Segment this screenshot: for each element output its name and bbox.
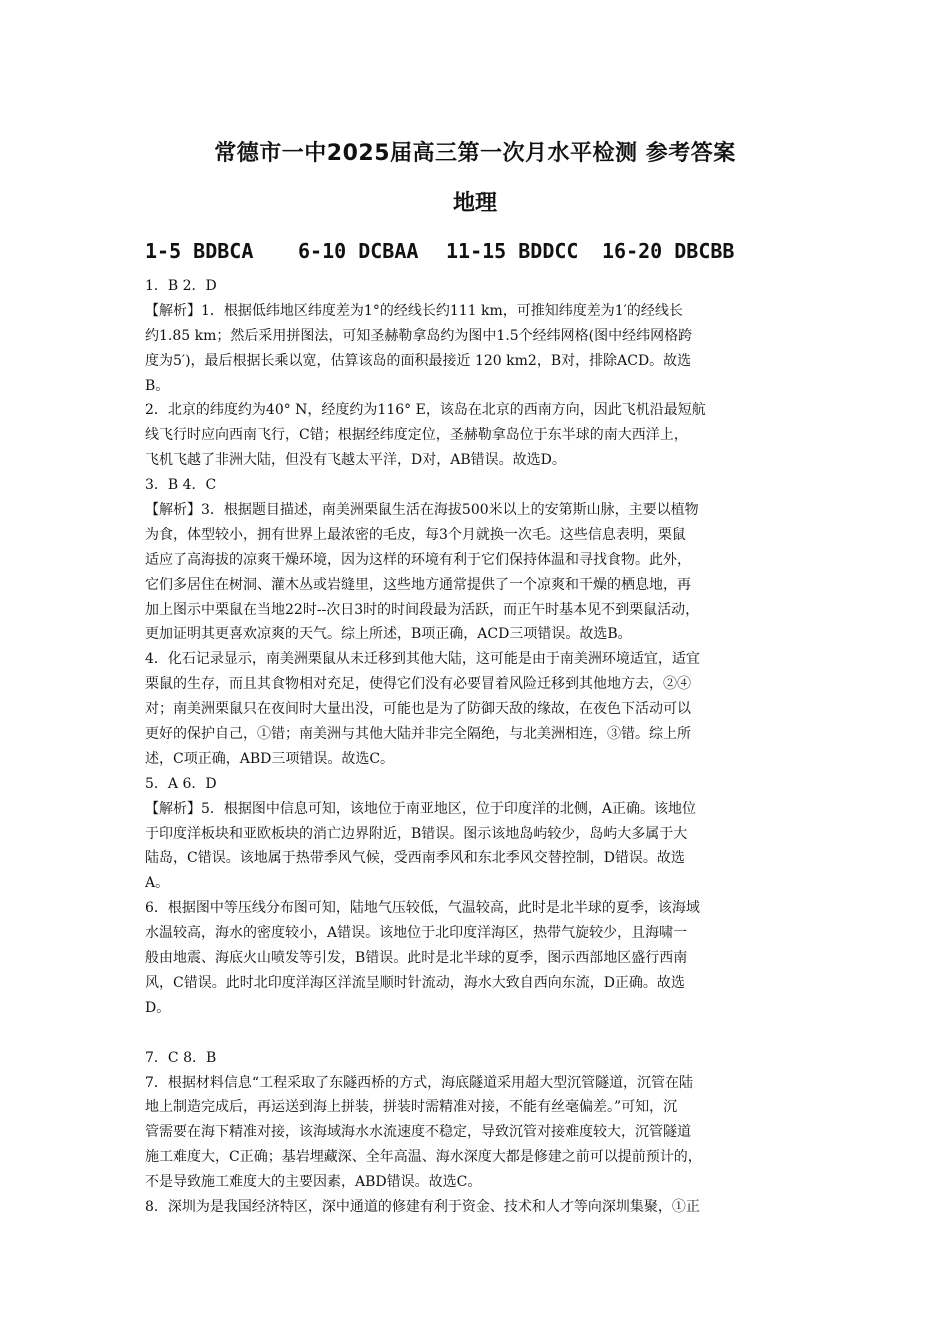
answer-explanations xyxy=(145,274,815,1220)
analysis-line: 述，C项正确，ABD三项错误。故选C。 xyxy=(145,750,395,767)
analysis-line: 【解析】5．根据图中信息可知，该地位于南亚地区，位于印度洋的北侧，A正确。该地位 xyxy=(145,800,697,817)
analysis-line: 为食，体型较小，拥有世界上最浓密的毛皮，每3个月就换一次毛。这些信息表明，栗鼠 xyxy=(145,526,686,543)
answer-line: 5．A 6．D xyxy=(145,775,217,792)
analysis-line: 地上制造完成后，再运送到海上拼装，拼装时需精准对接，不能有丝毫偏差。”可知，沉 xyxy=(145,1099,678,1116)
answer-key-group: 11-15 BDDCC xyxy=(446,239,579,263)
analysis-line: 2．北京的纬度约为40° N，经度约为116° E，该岛在北京的西南方向，因此飞机沿最短航 xyxy=(145,402,706,419)
analysis-line: 7．根据材料信息“工程采取了东隧西桥的方式，海底隧道采用超大型沉管隧道，沉管在陆 xyxy=(145,1074,694,1091)
answer-key-group: 16-20 DBCBB xyxy=(602,239,735,263)
analysis-line: 适应了高海拔的凉爽干燥环境，因为这样的环境有利于它们保持体温和寻找食物。此外， xyxy=(145,551,691,568)
analysis-line: 管需要在海下精准对接，该海域海水水流速度不稳定，导致沉管对接难度较大，沉管隧道 xyxy=(145,1124,691,1141)
analysis-line: 约1.85 km；然后采用拼图法，可知圣赫勒拿岛约为图中1.5个经纬网格(图中经纬网格跨 xyxy=(145,327,693,344)
analysis-line: 施工难度大，C正确；基岩埋藏深、全年高温、海水深度大都是修建之前可以提前预计的， xyxy=(145,1149,702,1166)
analysis-line: 对；南美洲栗鼠只在夜间时大量出没，可能也是为了防御天敌的缘故，在夜色下活动可以 xyxy=(145,701,691,718)
analysis-line: 栗鼠的生存，而且其食物相对充足，使得它们没有必要冒着风险迁移到其他地方去，②④ xyxy=(145,676,691,693)
answer-line: 7．C 8．B xyxy=(145,1049,217,1066)
analysis-line: D。 xyxy=(145,999,171,1016)
analysis-line: 线飞行时应向西南飞行，C错；根据经纬度定位，圣赫勒拿岛位于东半球的南大西洋上， xyxy=(145,427,688,444)
analysis-line: 8．深圳为是我国经济特区，深中通道的修建有利于资金、技术和人才等向深圳集聚，①正 xyxy=(145,1198,700,1215)
analysis-line: 水温较高，海水的密度较小，A错误。该地位于北印度洋海区，热带气旋较少，且海啸一 xyxy=(145,925,688,942)
analysis-line: A。 xyxy=(145,875,170,892)
analysis-line: 不是导致施工难度大的主要因素，ABD错误。故选C。 xyxy=(145,1174,482,1191)
answer-line: 1．B 2．D xyxy=(145,278,217,294)
analysis-line: 加上图示中栗鼠在当地22时--次日3时的时间段最为活跃，而正午时基本见不到栗鼠活动， xyxy=(145,601,700,618)
answer-key-group: 1-5 BDBCA xyxy=(145,239,254,263)
analysis-line: 飞机飞越了非洲大陆，但没有飞越太平洋，D对，AB错误。故选D。 xyxy=(145,452,566,469)
analysis-line: 4．化石记录显示，南美洲栗鼠从未迁移到其他大陆，这可能是由于南美洲环境适宜，适宜 xyxy=(145,651,700,668)
analysis-line: 陆岛，C错误。该地属于热带季风气候，受西南季风和东北季风交替控制，D错误。故选 xyxy=(145,850,685,867)
analysis-line: 风，C错误。此时北印度洋海区洋流呈顺时针流动，海水大致自西向东流，D正确。故选 xyxy=(145,974,685,991)
page-title: 常德市一中2025届高三第一次月水平检测 参考答案 xyxy=(214,141,736,166)
analysis-line: 6．根据图中等压线分布图可知，陆地气压较低，气温较高，此时是北半球的夏季，该海域 xyxy=(145,900,700,917)
blank-line xyxy=(145,1021,815,1046)
analysis-line: 度为5′)，最后根据长乘以宽，估算该岛的面积最接近 120 km2，B对，排除ACD。故选 xyxy=(145,352,692,369)
analysis-line: 它们多居住在树洞、灌木丛或岩缝里，这些地方通常提供了一个凉爽和干燥的栖息地，再 xyxy=(145,576,691,593)
analysis-line: 更加证明其更喜欢凉爽的天气。综上所述，B项正确，ACD三项错误。故选B。 xyxy=(145,626,632,643)
analysis-line: 般由地震、海底火山喷发等引发，B错误。此时是北半球的夏季，图示西部地区盛行西南 xyxy=(145,950,688,967)
answer-line: 3．B 4．C xyxy=(145,477,217,494)
analysis-line: 【解析】1．根据低纬地区纬度差为1°的经线长约111 km，可推知纬度差为1′的经线长 xyxy=(145,302,683,319)
answer-key-group: 6-10 DCBAA xyxy=(298,239,419,263)
analysis-line: B。 xyxy=(145,377,170,394)
subject-heading: 地理 xyxy=(452,191,497,216)
analysis-line: 更好的保护自己，①错；南美洲与其他大陆并非完全隔绝，与北美洲相连，③错。综上所 xyxy=(145,726,691,743)
analysis-line: 于印度洋板块和亚欧板块的消亡边界附近，B错误。图示该地岛屿较少，岛屿大多属于大 xyxy=(145,825,688,842)
analysis-line: 【解析】3．根据题目描述，南美洲栗鼠生活在海拔500米以上的安第斯山脉，主要以植物 xyxy=(145,502,699,519)
